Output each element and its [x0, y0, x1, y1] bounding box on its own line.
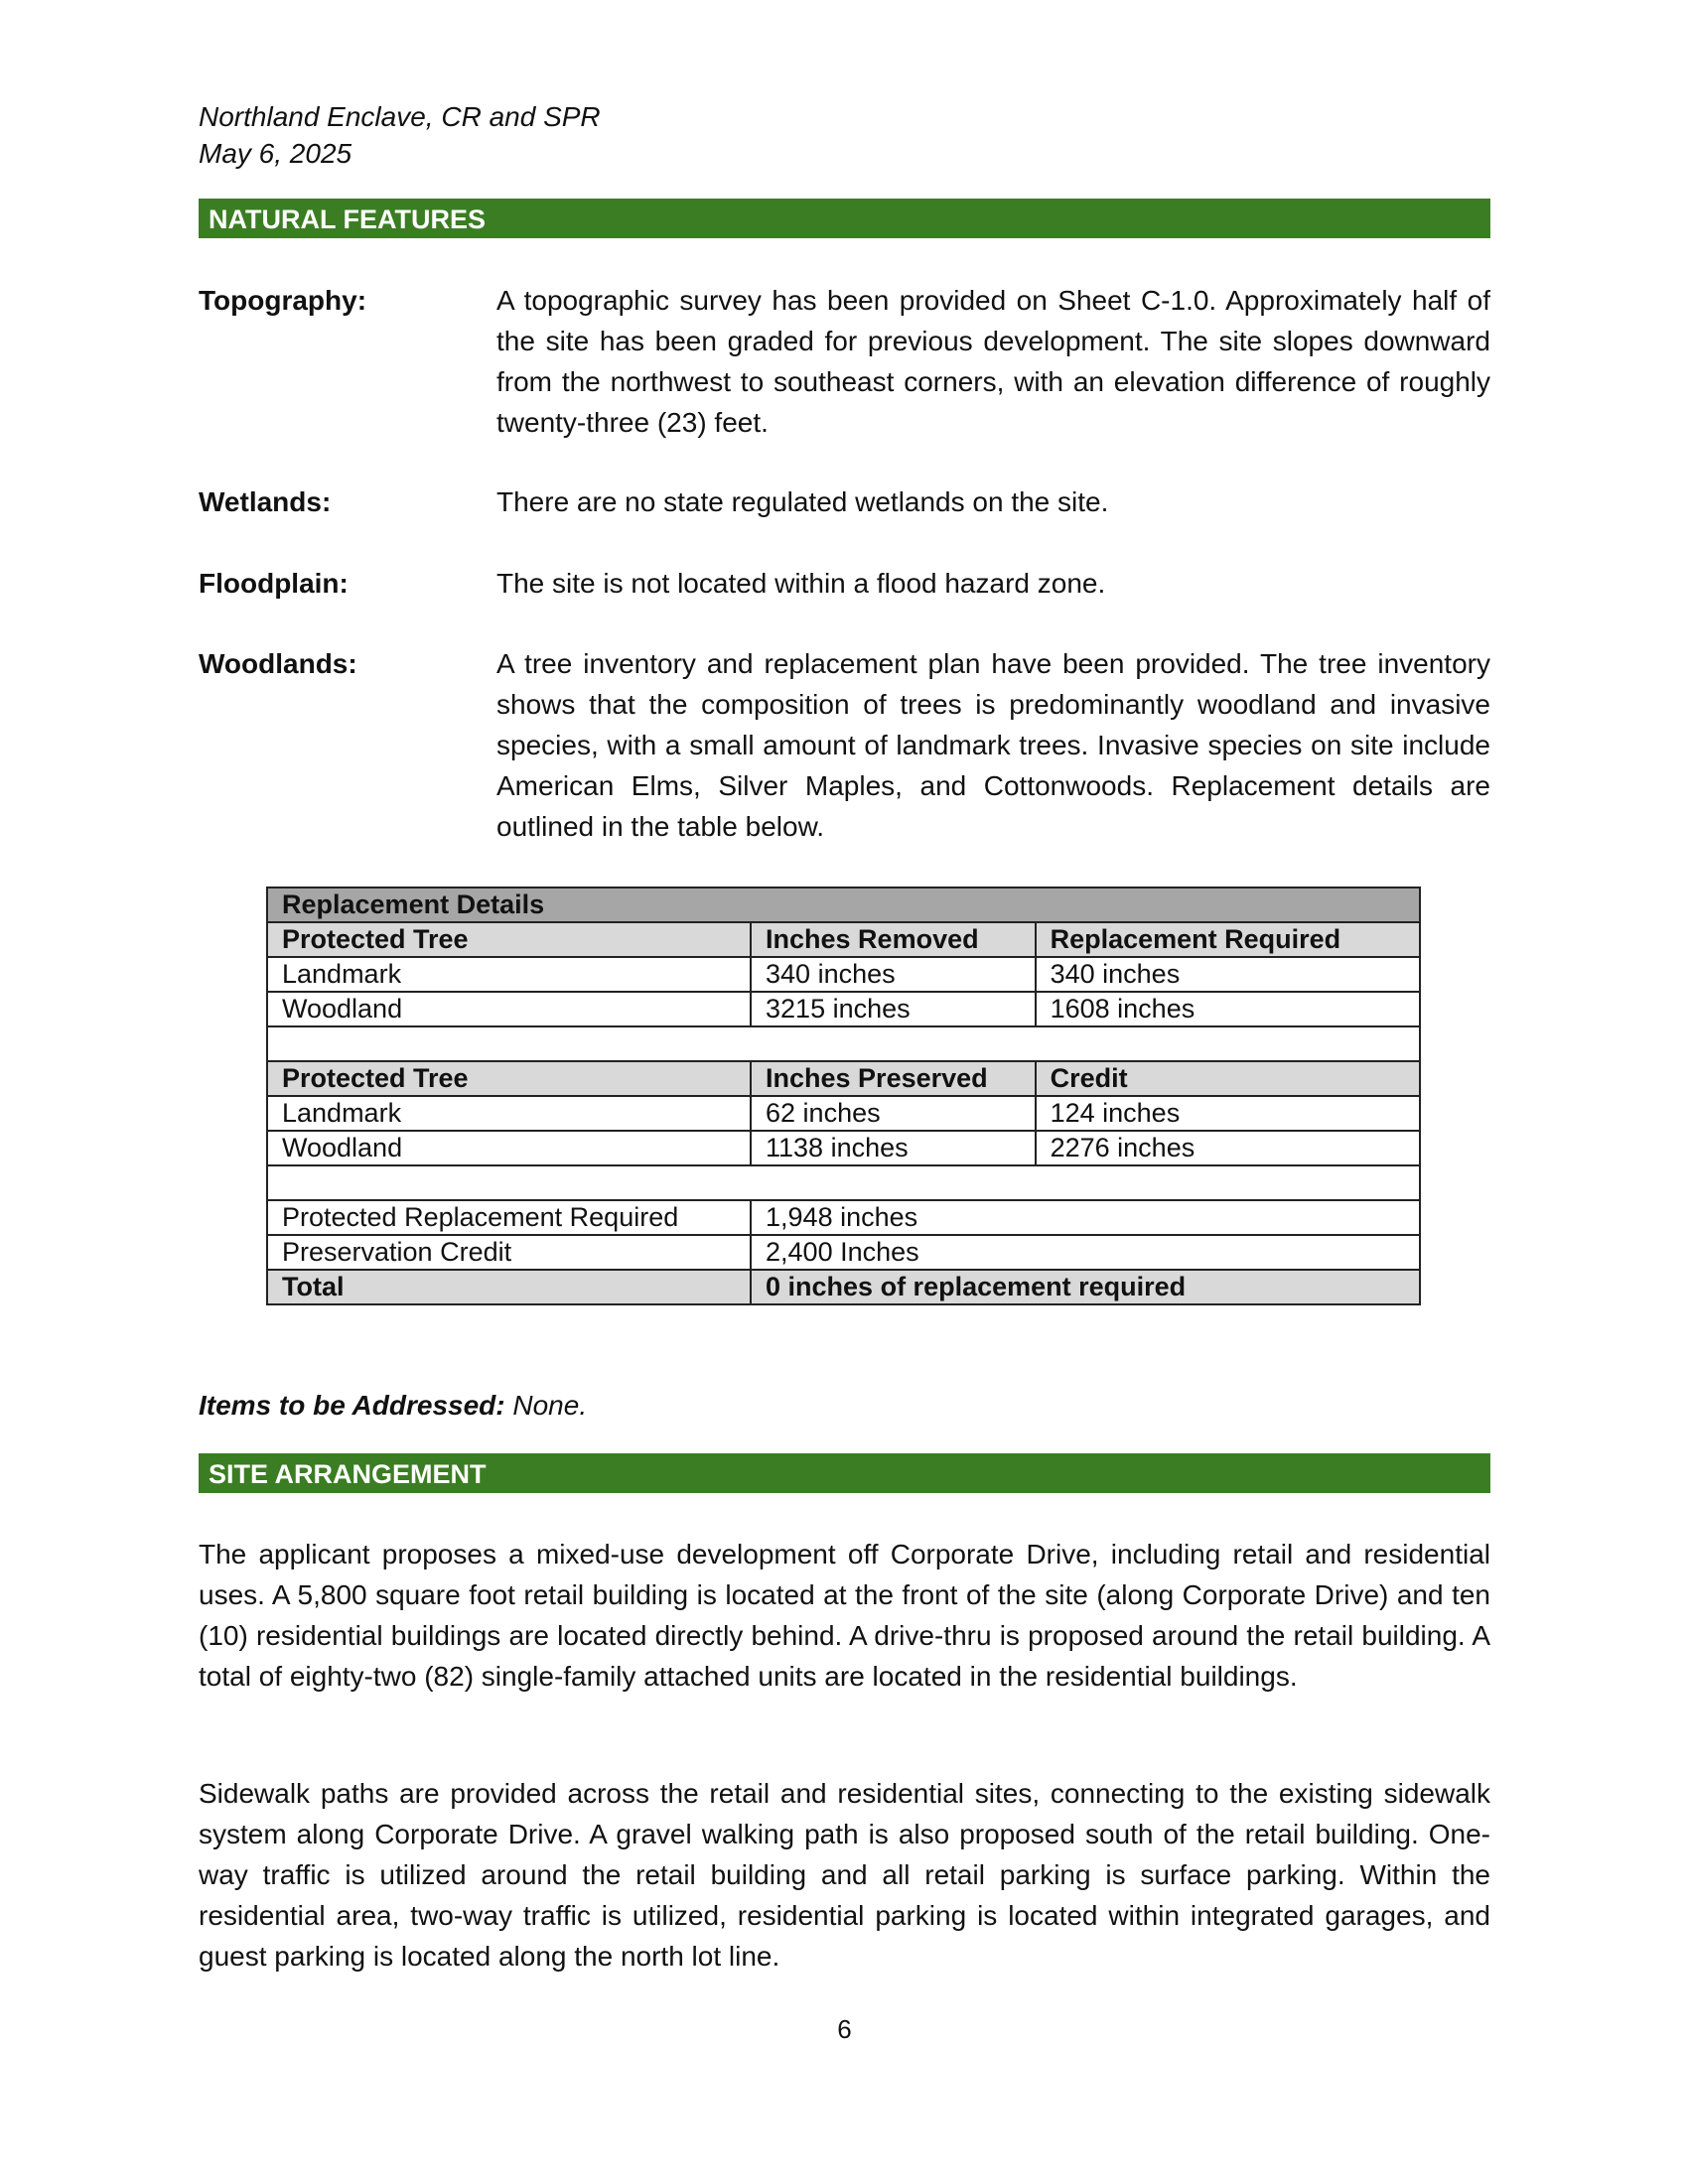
- items-value: None.: [512, 1390, 588, 1421]
- table-header-cell: Protected Tree: [267, 922, 751, 957]
- table-cell: 2276 inches: [1036, 1131, 1420, 1165]
- table-spacer-row: [267, 1026, 1420, 1061]
- replacement-details-table: [266, 887, 1421, 1305]
- table-header-cell: Inches Preserved: [751, 1061, 1036, 1096]
- table-row: [267, 957, 1420, 992]
- table-total-label: Total: [267, 1270, 751, 1304]
- floodplain-label: Floodplain:: [199, 568, 349, 599]
- table-row: [267, 1131, 1420, 1165]
- table-cell: 2,400 Inches: [751, 1235, 1420, 1270]
- topography-text: A topographic survey has been provided on Sheet C-1.0. Approximately half of the site has been graded for previous development. The site slopes downward from the northwest to southeast corners, with an elevation difference of roughly twenty-three (23) feet.: [496, 285, 1490, 438]
- section-heading-natural-features: NATURAL FEATURES: [199, 199, 1490, 238]
- wetlands-label: Wetlands:: [199, 486, 332, 517]
- table-cell: 1,948 inches: [751, 1200, 1420, 1235]
- table-spacer-row: [267, 1165, 1420, 1200]
- woodlands-label: Woodlands:: [199, 648, 357, 679]
- table-cell: Landmark: [267, 957, 751, 992]
- table-title-row: [267, 887, 1420, 922]
- section-heading-site-arrangement: SITE ARRANGEMENT: [199, 1453, 1490, 1493]
- table-cell: 340 inches: [751, 957, 1036, 992]
- table-total-value: 0 inches of replacement required: [751, 1270, 1420, 1304]
- table-cell: 340 inches: [1036, 957, 1420, 992]
- table-header-cell: Inches Removed: [751, 922, 1036, 957]
- woodlands-text: A tree inventory and replacement plan have been provided. The tree inventory shows that the composition of trees is predominantly woodland and invasive species, with a small amount of landmark trees. Invasive species on site include American Elms, Silver Maples, and Cottonwoods. Replacement details are outlined in the table below.: [496, 648, 1490, 842]
- table-row: [267, 1200, 1420, 1235]
- table-row: [267, 1235, 1420, 1270]
- table-header-cell: Replacement Required: [1036, 922, 1420, 957]
- table-header-row: [267, 922, 1420, 957]
- topography-label: Topography:: [199, 285, 367, 316]
- items-to-be-addressed: [199, 1385, 587, 1426]
- table-cell: Landmark: [267, 1096, 751, 1131]
- table-cell: 124 inches: [1036, 1096, 1420, 1131]
- site-arrangement-paragraph-2: Sidewalk paths are provided across the retail and residential sites, connecting to the existing sidewalk system along Corporate Drive. A gravel walking path is also proposed south of the retail building. One-way traffic is utilized around the retail building and all retail parking is surface parking. Within the residential area, two-way traffic is utilized, residential parking is located within integrated garages, and guest parking is located along the north lot line.: [199, 1778, 1490, 1972]
- table-header-cell: Protected Tree: [267, 1061, 751, 1096]
- page-number: 6: [837, 2014, 852, 2044]
- table-cell: Protected Replacement Required: [267, 1200, 751, 1235]
- table-spacer-cell: [267, 1165, 1420, 1200]
- header-date: May 6, 2025: [199, 138, 352, 169]
- site-arrangement-paragraph-1: The applicant proposes a mixed-use development off Corporate Drive, including retail and residential uses. A 5,800 square foot retail building is located at the front of the site (along Corporate Drive) and ten (10) residential buildings are located directly behind. A drive-thru is proposed around the retail building. A total of eighty-two (82) single-family attached units are located in the residential buildings.: [199, 1539, 1490, 1692]
- items-label: Items to be Addressed:: [199, 1390, 505, 1421]
- table-title: Replacement Details: [267, 887, 1420, 922]
- table-spacer-cell: [267, 1026, 1420, 1061]
- table-cell: Preservation Credit: [267, 1235, 751, 1270]
- table-row: [267, 1096, 1420, 1131]
- table-total-row: [267, 1270, 1420, 1304]
- table-cell: 3215 inches: [751, 992, 1036, 1026]
- table-cell: 1138 inches: [751, 1131, 1036, 1165]
- table-row: [267, 992, 1420, 1026]
- table-header-row: [267, 1061, 1420, 1096]
- table-cell: 62 inches: [751, 1096, 1036, 1131]
- table-cell: Woodland: [267, 992, 751, 1026]
- wetlands-text: There are no state regulated wetlands on the site.: [496, 486, 1109, 517]
- header-project: Northland Enclave, CR and SPR: [199, 101, 601, 132]
- table-cell: Woodland: [267, 1131, 751, 1165]
- table-cell: 1608 inches: [1036, 992, 1420, 1026]
- floodplain-text: The site is not located within a flood hazard zone.: [496, 568, 1106, 599]
- table-header-cell: Credit: [1036, 1061, 1420, 1096]
